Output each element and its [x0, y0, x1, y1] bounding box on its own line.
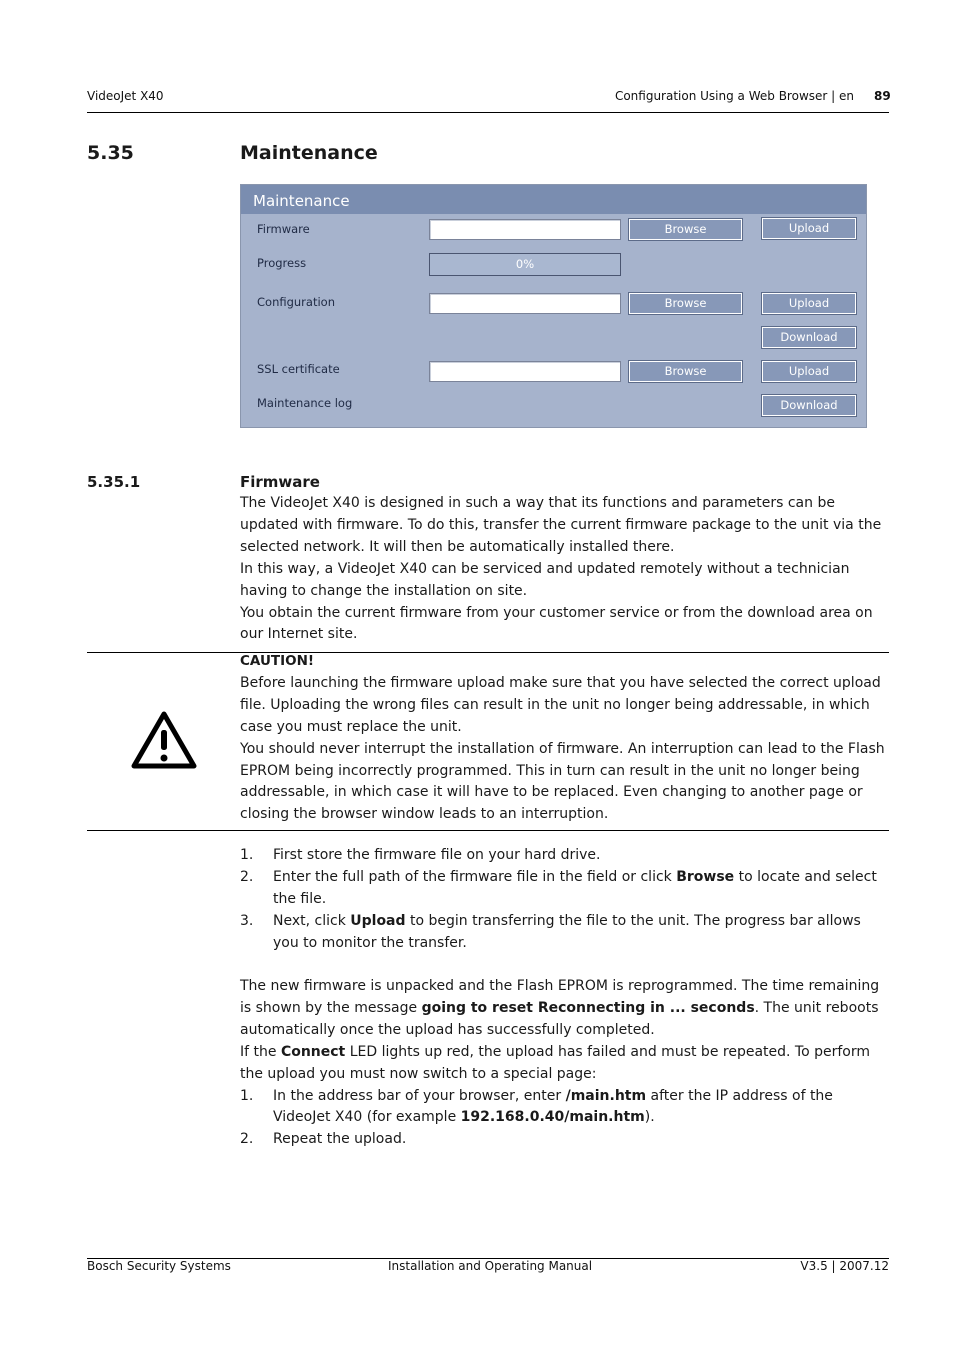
configuration-upload-button[interactable]: Upload — [762, 293, 856, 314]
list-item: 2. Repeat the upload. — [240, 1131, 407, 1148]
after-upload-text — [240, 976, 890, 1151]
subsection-title: Firmware — [240, 473, 320, 491]
caution-paragraph-1: Before launching the firmware upload make sure that you have selected the correct upload file. Uploading the wrong files can result in the unit no longer being addressable, in which case you must replace the unit. — [240, 674, 881, 735]
intro-paragraph-3: You obtain the current firmware from your customer service or from the download area on our Internet site. — [240, 604, 873, 643]
header-chapter: Configuration Using a Web Browser | en — [614, 89, 854, 103]
caution-bottom-rule — [87, 830, 889, 831]
firmware-browse-button[interactable]: Browse — [629, 219, 742, 240]
subsection-number: 5.35.1 — [87, 473, 141, 491]
page-number: 89 — [874, 89, 891, 103]
progress-bar: 0% — [429, 253, 621, 276]
footer-version: V3.5 | 2007.12 — [800, 1259, 889, 1273]
header-product: VideoJet X40 — [87, 89, 164, 103]
list-item: 2. Enter the full path of the firmware file in the field or click Browse to locate and select the file. — [240, 868, 877, 907]
firmware-steps — [240, 845, 890, 955]
configuration-file-input[interactable] — [429, 293, 621, 314]
firmware-label: Firmware — [257, 222, 310, 236]
list-item: 1. In the address bar of your browser, enter /main.htm after the IP address of the VideoJet X40 (for example 192.168.0.40/main.htm). — [240, 1087, 833, 1126]
header-rule — [87, 112, 889, 113]
progress-label: Progress — [257, 256, 307, 270]
section-number: 5.35 — [87, 142, 134, 164]
warning-triangle-icon — [130, 710, 198, 770]
maintenance-panel — [240, 184, 867, 428]
maintenance-log-label: Maintenance log — [257, 396, 353, 410]
footer-manual: Installation and Operating Manual — [388, 1259, 593, 1273]
firmware-upload-button[interactable]: Upload — [762, 218, 856, 239]
ssl-certificate-label: SSL certificate — [257, 362, 340, 376]
firmware-intro — [240, 493, 890, 646]
section-title: Maintenance — [240, 142, 378, 164]
footer-company: Bosch Security Systems — [87, 1259, 231, 1273]
panel-title: Maintenance — [241, 185, 866, 214]
after-paragraph-2: If the Connect LED lights up red, the upload has failed and must be repeated. To perform the upload you must now switch to a special page: — [240, 1043, 870, 1082]
list-item: 3. Next, click Upload to begin transferring the file to the unit. The progress bar allows you to monitor the transfer. — [240, 912, 861, 951]
list-item: 1. First store the firmware file on your hard drive. — [240, 847, 601, 863]
caution-paragraph-2: You should never interrupt the installation of firmware. An interruption can lead to the Flash EPROM being incorrectly programmed. This in turn can result in the unit no longer being addressable, in which case it will have to be replaced. Even changing to another page or closing the browser window leads to an interruption. — [240, 740, 885, 823]
caution-text — [240, 651, 890, 826]
configuration-browse-button[interactable]: Browse — [629, 293, 742, 314]
firmware-file-input[interactable] — [429, 219, 621, 240]
intro-paragraph-1: The VideoJet X40 is designed in such a way that its functions and parameters can be updated with firmware. To do this, transfer the current firmware package to the unit via the selected network. It will then be automatically installed there. — [240, 495, 882, 555]
intro-paragraph-2: In this way, a VideoJet X40 can be serviced and updated remotely without a technician having to change the installation on site. — [240, 560, 850, 599]
after-paragraph-1: The new firmware is unpacked and the Flash EPROM is reprogrammed. The time remaining is shown by the message going to reset Reconnecting in ... seconds. The unit reboots automatically once the upload has successfully completed. — [240, 978, 880, 1038]
ssl-file-input[interactable] — [429, 361, 621, 382]
ssl-upload-button[interactable]: Upload — [762, 361, 856, 382]
configuration-label: Configuration — [257, 295, 335, 309]
configuration-download-button[interactable]: Download — [762, 327, 856, 348]
log-download-button[interactable]: Download — [762, 395, 856, 416]
ssl-browse-button[interactable]: Browse — [629, 361, 742, 382]
caution-heading: CAUTION! — [240, 653, 315, 669]
